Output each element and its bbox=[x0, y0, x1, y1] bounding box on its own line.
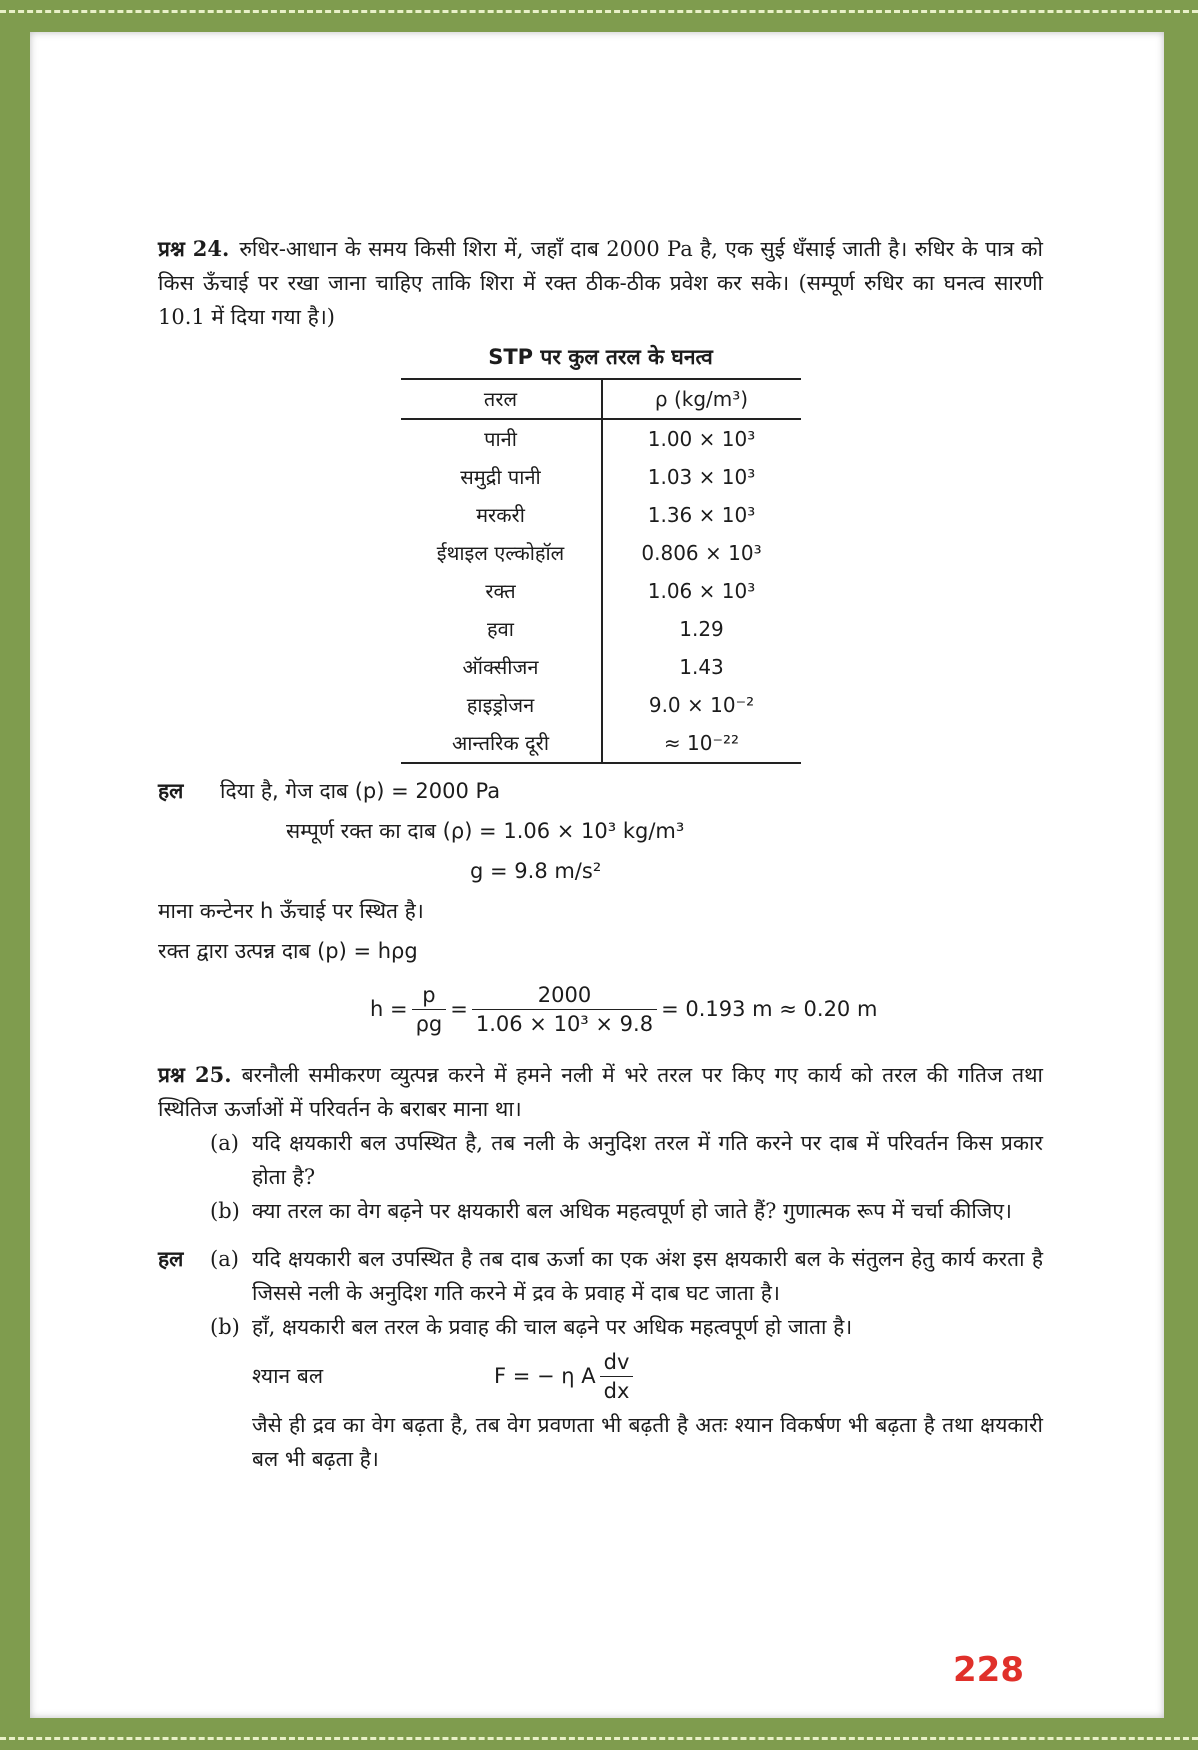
fluid-cell: पानी bbox=[401, 419, 602, 458]
solution-25-label: हल bbox=[158, 1246, 184, 1271]
question-25-label: प्रश्न 25. bbox=[158, 1062, 232, 1087]
frame-bottom-border bbox=[0, 1737, 1198, 1740]
eq-mid: = bbox=[450, 997, 468, 1021]
question-25 bbox=[158, 1058, 1043, 1126]
table-row bbox=[401, 419, 801, 458]
closing-text: जैसे ही द्रव का वेग बढ़ता है, तब वेग प्रवणता भी बढ़ती है अतः श्यान विकर्षण भी बढ़ता है तथा क्षयकारी बल भी बढ़ता है। bbox=[252, 1413, 1043, 1471]
table-row bbox=[401, 648, 801, 686]
density-cell: 1.43 bbox=[679, 655, 724, 679]
density-cell: 1.36 × 10³ bbox=[647, 503, 756, 527]
fluid-cell: ऑक्सीजन bbox=[401, 648, 602, 686]
viscous-den: dx bbox=[603, 1378, 630, 1403]
frame-top-border bbox=[0, 10, 1198, 13]
solution-24-assume bbox=[158, 894, 1043, 934]
question-25-part-a bbox=[210, 1126, 1043, 1194]
sol-b-label: (b) bbox=[210, 1315, 240, 1339]
fluid-cell: आन्तरिक दूरी bbox=[401, 724, 602, 763]
part-b-text: क्या तरल का वेग बढ़ने पर क्षयकारी बल अधिक महत्वपूर्ण हो जाते हैं? गुणात्मक रूप में चर्चा कीजिए। bbox=[252, 1199, 1012, 1223]
solution-25-part-b bbox=[158, 1310, 1043, 1344]
table-row bbox=[401, 610, 801, 648]
question-24-label: प्रश्न 24. bbox=[158, 236, 230, 261]
sol-b-text: हाँ, क्षयकारी बल तरल के प्रवाह की चाल बढ़ने पर अधिक महत्वपूर्ण हो जाता है। bbox=[252, 1315, 853, 1339]
part-a-text: यदि क्षयकारी बल उपस्थित है, तब नली के अनुदिश तरल में गति करने पर दाब में परिवर्तन किस प्रकार होता है? bbox=[252, 1131, 1043, 1189]
frac2-den: 1.06 × 10³ × 9.8 bbox=[475, 1011, 654, 1036]
solution-25-closing bbox=[158, 1408, 1043, 1476]
page bbox=[30, 32, 1164, 1718]
viscous-force-line bbox=[158, 1344, 1043, 1408]
question-24 bbox=[158, 232, 1043, 334]
solution-25 bbox=[158, 1242, 1043, 1476]
table-row bbox=[401, 724, 801, 763]
height-equation bbox=[158, 974, 1043, 1044]
fluid-cell: ईथाइल एल्कोहॉल bbox=[401, 534, 602, 572]
fraction-numeric bbox=[472, 981, 657, 1038]
solution-25-part-a bbox=[158, 1242, 1043, 1310]
assume-height: माना कन्टेनर h ऊँचाई पर स्थित है। bbox=[158, 899, 424, 923]
sol-a-label: (a) bbox=[210, 1247, 239, 1271]
header-density: ρ (kg/m³) bbox=[602, 379, 801, 419]
solution-24 bbox=[158, 774, 1043, 1044]
part-a-label: (a) bbox=[210, 1131, 239, 1155]
fluid-cell: समुद्री पानी bbox=[401, 458, 602, 496]
density-cell: 1.06 × 10³ bbox=[647, 579, 756, 603]
fraction-p-over-rhog bbox=[412, 981, 447, 1038]
density-cell: 0.806 × 10³ bbox=[641, 541, 762, 565]
gravity-value: g = 9.8 m/s² bbox=[470, 859, 602, 883]
fluid-cell: रक्त bbox=[401, 572, 602, 610]
fluid-cell: मरकरी bbox=[401, 496, 602, 534]
given-pressure: दिया है, गेज दाब (p) = 2000 Pa bbox=[220, 779, 501, 803]
table-header-row bbox=[401, 379, 801, 419]
eq-rhs: = 0.193 m ≈ 0.20 m bbox=[661, 997, 878, 1021]
viscous-fraction bbox=[600, 1348, 634, 1405]
density-table bbox=[401, 378, 801, 764]
viscous-num: dv bbox=[600, 1348, 634, 1377]
table-row bbox=[401, 496, 801, 534]
header-fluid: तरल bbox=[401, 379, 602, 419]
table-title: STP पर कुल तरल के घनत्व bbox=[488, 345, 713, 369]
table-row bbox=[401, 534, 801, 572]
density-cell: 1.00 × 10³ bbox=[647, 427, 756, 451]
solution-24-gravity bbox=[158, 854, 1043, 894]
blood-density: सम्पूर्ण रक्त का दाब (ρ) = 1.06 × 10³ kg/m³ bbox=[286, 819, 685, 843]
solution-24-pressure bbox=[158, 934, 1043, 974]
density-cell: 9.0 × 10⁻² bbox=[648, 693, 755, 717]
frac1-den: ρg bbox=[415, 1011, 443, 1036]
fluid-cell: हवा bbox=[401, 610, 602, 648]
density-cell: 1.03 × 10³ bbox=[647, 465, 756, 489]
pressure-formula: रक्त द्वारा उत्पन्न दाब (p) = hρg bbox=[158, 939, 418, 963]
solution-24-density bbox=[158, 814, 1043, 854]
page-number: 228 bbox=[953, 1650, 1024, 1690]
sol-a-text: यदि क्षयकारी बल उपस्थित है तब दाब ऊर्जा का एक अंश इस क्षयकारी बल के संतुलन हेतु कार्य करता है जिससे नली के अनुदिश गति करने में द्रव के प्रवाह में दाब घट जाता है। bbox=[252, 1247, 1043, 1305]
table-row bbox=[401, 686, 801, 724]
solution-24-label: हल bbox=[158, 778, 184, 803]
table-row bbox=[401, 572, 801, 610]
question-24-text: रुधिर-आधान के समय किसी शिरा में, जहाँ दाब 2000 Pa है, एक सुई धँसाई जाती है। रुधिर के पात्र को किस ऊँचाई पर रखा जाना चाहिए ताकि शिरा में रक्त ठीक-ठीक प्रवेश कर सके। (सम्पूर्ण रुधिर का घनत्व सारणी 10.1 में दिया गया है।) bbox=[158, 237, 1043, 329]
question-25-parts bbox=[158, 1126, 1043, 1228]
part-b-label: (b) bbox=[210, 1199, 240, 1223]
viscous-eq-lhs: F = − η A bbox=[494, 1364, 596, 1388]
viscous-label: श्यान बल bbox=[252, 1364, 324, 1388]
fluid-cell: हाइड्रोजन bbox=[401, 686, 602, 724]
density-cell: 1.29 bbox=[679, 617, 724, 641]
table-row bbox=[401, 458, 801, 496]
eq-lhs: h = bbox=[370, 997, 408, 1021]
density-cell: ≈ 10⁻²² bbox=[602, 724, 801, 763]
frac1-num: p bbox=[412, 981, 447, 1010]
question-25-text: बरनौली समीकरण व्युत्पन्न करने में हमने नली में भरे तरल पर किए गए कार्य को तरल की गतिज तथा स्थितिज ऊर्जाओं में परिवर्तन के बराबर माना था। bbox=[158, 1063, 1043, 1121]
solution-24-given bbox=[158, 774, 1043, 814]
frac2-num: 2000 bbox=[472, 981, 657, 1010]
question-25-part-b bbox=[210, 1194, 1043, 1228]
page-content bbox=[158, 232, 1043, 1476]
